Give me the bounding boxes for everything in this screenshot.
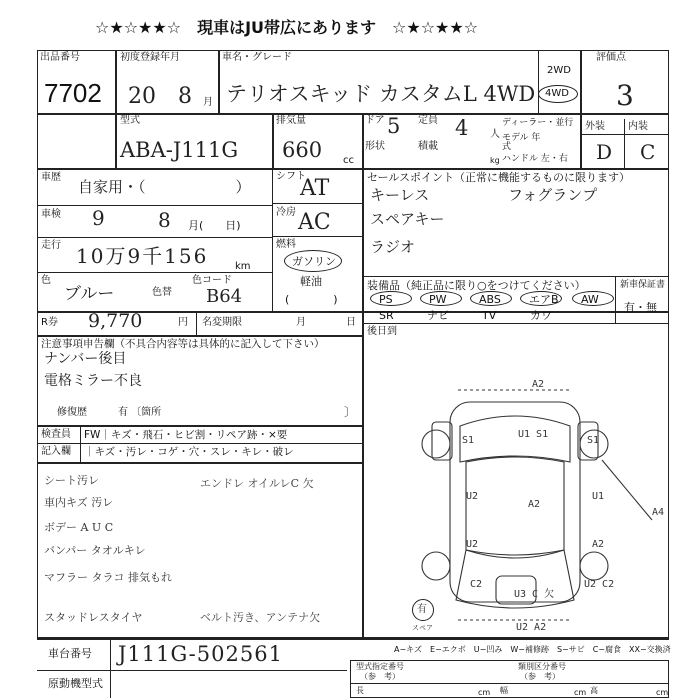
reg-month-unit: 月 (203, 97, 213, 108)
rule-hist-5 (272, 236, 362, 237)
ext-value: D (596, 140, 613, 164)
rule-equip-bottom (362, 323, 669, 324)
mark-roof: A2 (528, 499, 541, 510)
wheel-rear-right (580, 552, 608, 580)
mark-quarter-left: C2 (470, 579, 483, 590)
notes-line2: 電格ミラー不良 (44, 373, 142, 389)
banner-text: ☆★☆★★☆ 現車はJU帯広にあります ☆★☆★★☆ (95, 18, 479, 37)
type-label: 型式 (120, 115, 140, 126)
spare-label: スペア (412, 624, 433, 632)
disp-label: 排気量 (276, 115, 306, 126)
equipment-item: PS (379, 293, 393, 306)
sales-point-spare-key: スペアキー (370, 210, 445, 228)
color-value: ブルー (64, 284, 115, 304)
fuel-paren: ( ) (285, 293, 338, 306)
model-label: 車名・グレード (222, 52, 292, 63)
mark-fender-left: S1 (462, 435, 475, 446)
load-unit: kg (490, 156, 500, 165)
mileage-unit: km (235, 261, 251, 272)
inspector-row1: FW｜キズ・飛石・ヒビ割・リペア跡・×要 (84, 429, 288, 441)
color-code-label: 色コード (192, 275, 232, 286)
entry-label: 記入欄 (41, 446, 71, 457)
grade-label: 評価点 (596, 52, 626, 63)
model-value: テリオスキッド カスタムL 4WD (226, 82, 536, 106)
posterior-label: 後日到 (367, 326, 397, 337)
price-label: R券 (41, 317, 58, 328)
width-unit: cm (574, 688, 587, 697)
dealer-label: ディーラー・並行 (502, 118, 574, 128)
reg-year: 20 (128, 84, 156, 109)
warranty-value: 有・無 (624, 301, 657, 314)
rule-v-warranty (615, 276, 616, 323)
meigi-month: 月 (296, 317, 306, 328)
repair-value: 有 〔箇所 (118, 407, 162, 418)
mark-door-right: U1 (592, 491, 605, 502)
disp-unit: cc (343, 155, 354, 166)
price-value: 9,770 (88, 310, 143, 332)
shift-value: AT (300, 176, 330, 201)
mark-fender-right: S1 (587, 435, 600, 446)
insp-tail: 月( 日) (188, 219, 241, 232)
repair-bracket-close: 〕 (344, 405, 357, 419)
rule-v-grade (580, 50, 582, 168)
car-cabin (466, 457, 564, 555)
cap-value: 4 (455, 116, 469, 140)
rule-spec-h (350, 683, 669, 684)
mark-yu: 有 (417, 604, 427, 615)
hue-label: 色替 (152, 287, 172, 298)
equipment-item: エアB (529, 293, 559, 306)
diagram-note-belt: ベルト汚き、アンテナ欠 (200, 611, 321, 624)
rule-h4 (37, 335, 362, 337)
sales-point-fog: フォグランプ (508, 186, 598, 204)
rule-chassis-h (37, 670, 347, 671)
lot-no: 7702 (44, 78, 102, 108)
inspector-row2: ｜キズ・汚レ・コゲ・穴・スレ・キレ・破レ (84, 446, 294, 458)
mark-rear-center: U3 C 欠 (514, 589, 555, 600)
chassis-label: 車台番号 (48, 647, 92, 660)
reg-month: 8 (178, 84, 192, 109)
class-no-label: 類別区分番号 (518, 662, 566, 671)
mark-front: A2 (532, 379, 545, 390)
sales-point-keyless: キーレス (370, 186, 430, 204)
handwritten-note: ボデー A U C (44, 521, 114, 534)
chassis-value: J111G-502561 (118, 642, 283, 666)
doors-label: ドア (365, 115, 385, 126)
rule-hist-4 (272, 203, 362, 204)
sales-point-radio: ラジオ (370, 238, 416, 256)
car-hood (460, 416, 570, 462)
length-label: 長 (356, 686, 364, 695)
rule-v-disp (272, 113, 274, 168)
length-unit: cm (478, 688, 491, 697)
handwritten-note: 車内キズ 汚レ (44, 496, 114, 509)
rule-price (196, 311, 197, 335)
insp-year: 9 (92, 206, 105, 230)
type-value: ABA-J111G (120, 138, 239, 162)
mark-rear-bumper: U2 A2 (516, 622, 547, 633)
side-leader (602, 460, 652, 520)
wheel-front-left (422, 430, 450, 458)
rule-h7 (37, 638, 669, 640)
notes-line1: ナンバー後目 (44, 351, 127, 367)
fuel-label: 燃料 (276, 239, 296, 250)
load-label: 積載 (418, 141, 438, 152)
ext-label: 外装 (585, 121, 605, 132)
meigi-label: 名変期限 (202, 317, 242, 328)
cap-unit: 人 (490, 129, 500, 140)
equipment-item: PW (429, 293, 447, 306)
wheel-rear-left (422, 552, 450, 580)
handwritten-note: シート汚レ (44, 474, 99, 487)
int-value: C (640, 140, 656, 164)
doors-value: 5 (387, 114, 401, 138)
history-label: 車歴 (41, 172, 61, 183)
sales-points-label: セールスポイント（正常に機能するものに限ります） (367, 171, 631, 184)
reg-year-label: 初度登録年月 (120, 52, 180, 63)
meigi-day: 日 (346, 317, 356, 328)
history-value: 自家用・（ ） (78, 178, 251, 196)
rule-hist-2 (37, 237, 272, 238)
repair-label: 修復歴 (57, 407, 87, 418)
ac-label: 冷房 (276, 207, 296, 218)
mark-side-right: A4 (652, 507, 665, 518)
rule-v-lot (115, 50, 117, 168)
car-mirror-left (432, 422, 452, 460)
model-year-label: モデル 年式 (502, 133, 541, 152)
car-body-outline (450, 402, 580, 602)
equipment-item: SR (379, 309, 394, 322)
form-no-label: 型式指定番号 (356, 662, 404, 671)
warranty-label: 新車保証書 (620, 280, 666, 290)
mileage-label: 走行 (41, 240, 61, 251)
rule-inspector (37, 443, 362, 444)
height-label: 高 (590, 686, 598, 695)
color-label: 色 (41, 275, 51, 286)
mark-quarter-right: U2 C2 (584, 579, 615, 590)
shift-label: シフト (276, 171, 306, 182)
rule-chassis-v (110, 638, 111, 698)
drive-2wd: 2WD (547, 65, 571, 76)
mark-door-left: U2 (466, 491, 479, 502)
cap-label: 定員 (418, 115, 438, 126)
price-unit: 円 (178, 317, 188, 328)
mileage-value: 10万9千156 (76, 244, 209, 268)
handle-label: ハンドル 左・右 (502, 154, 568, 164)
rule-hist-3 (37, 272, 272, 273)
rule-v-year (218, 50, 220, 113)
rule-v-shift (272, 168, 273, 311)
fuel-diesel: 軽油 (300, 275, 322, 288)
equipment-item: ABS (479, 293, 501, 306)
equipment-label: 装備品（純正品に限り○をつけてください） (367, 279, 586, 292)
color-code-value: B64 (206, 286, 243, 307)
rule-h2 (37, 168, 669, 170)
mark-hood: U1 S1 (518, 429, 549, 440)
class-no-note: （参 考） (520, 672, 560, 681)
mark-rear-left: U2 (466, 539, 479, 550)
handwritten-note: バンパー タオルキレ (44, 544, 146, 557)
handwritten-note: スタッドレスタイヤ (44, 611, 143, 624)
form-no-note: （参 考） (360, 672, 400, 681)
equipment-item: TV (482, 309, 497, 322)
fuel-gas: ガソリン (292, 255, 336, 268)
legend: A−キズ E−エクボ U−凹み W−補修跡 S−サビ C−腐食 XX−交換済 (394, 645, 671, 654)
grade-value: 3 (616, 79, 634, 112)
ac-value: AC (298, 210, 331, 235)
handwritten-note: マフラー タラコ 排気もれ (44, 571, 172, 584)
disp-value: 660 (282, 138, 323, 162)
rule-h6 (37, 462, 362, 464)
inspector-label: 検査員 (41, 429, 71, 440)
mark-rear-right: A2 (592, 539, 605, 550)
equipment-item: ナビ (427, 309, 449, 322)
equipment-item: AW (581, 293, 599, 306)
rule-v-drive (538, 50, 539, 113)
int-label: 内装 (628, 121, 648, 132)
shape-label: 形状 (365, 141, 385, 152)
width-label: 幅 (500, 686, 508, 695)
rule-equip-top (362, 276, 669, 277)
lot-no-label: 出品番号 (40, 52, 80, 63)
rule-hist-1 (37, 205, 272, 206)
rule-ext-int-v (624, 119, 625, 168)
height-unit: cm (656, 688, 669, 697)
diagram-note-engine: エンドレ オイルレC 欠 (200, 477, 314, 490)
equipment-item: カワ (530, 309, 552, 322)
engine-no-label: 原動機型式 (48, 677, 103, 690)
inspection-label: 車検 (41, 209, 61, 220)
drive-4wd: 4WD (545, 88, 569, 99)
notes-label: 注意事項申告欄（不具合内容等は具体的に記入して下さい） (41, 338, 325, 350)
rule-h5 (37, 425, 362, 427)
insp-month: 8 (158, 208, 171, 232)
